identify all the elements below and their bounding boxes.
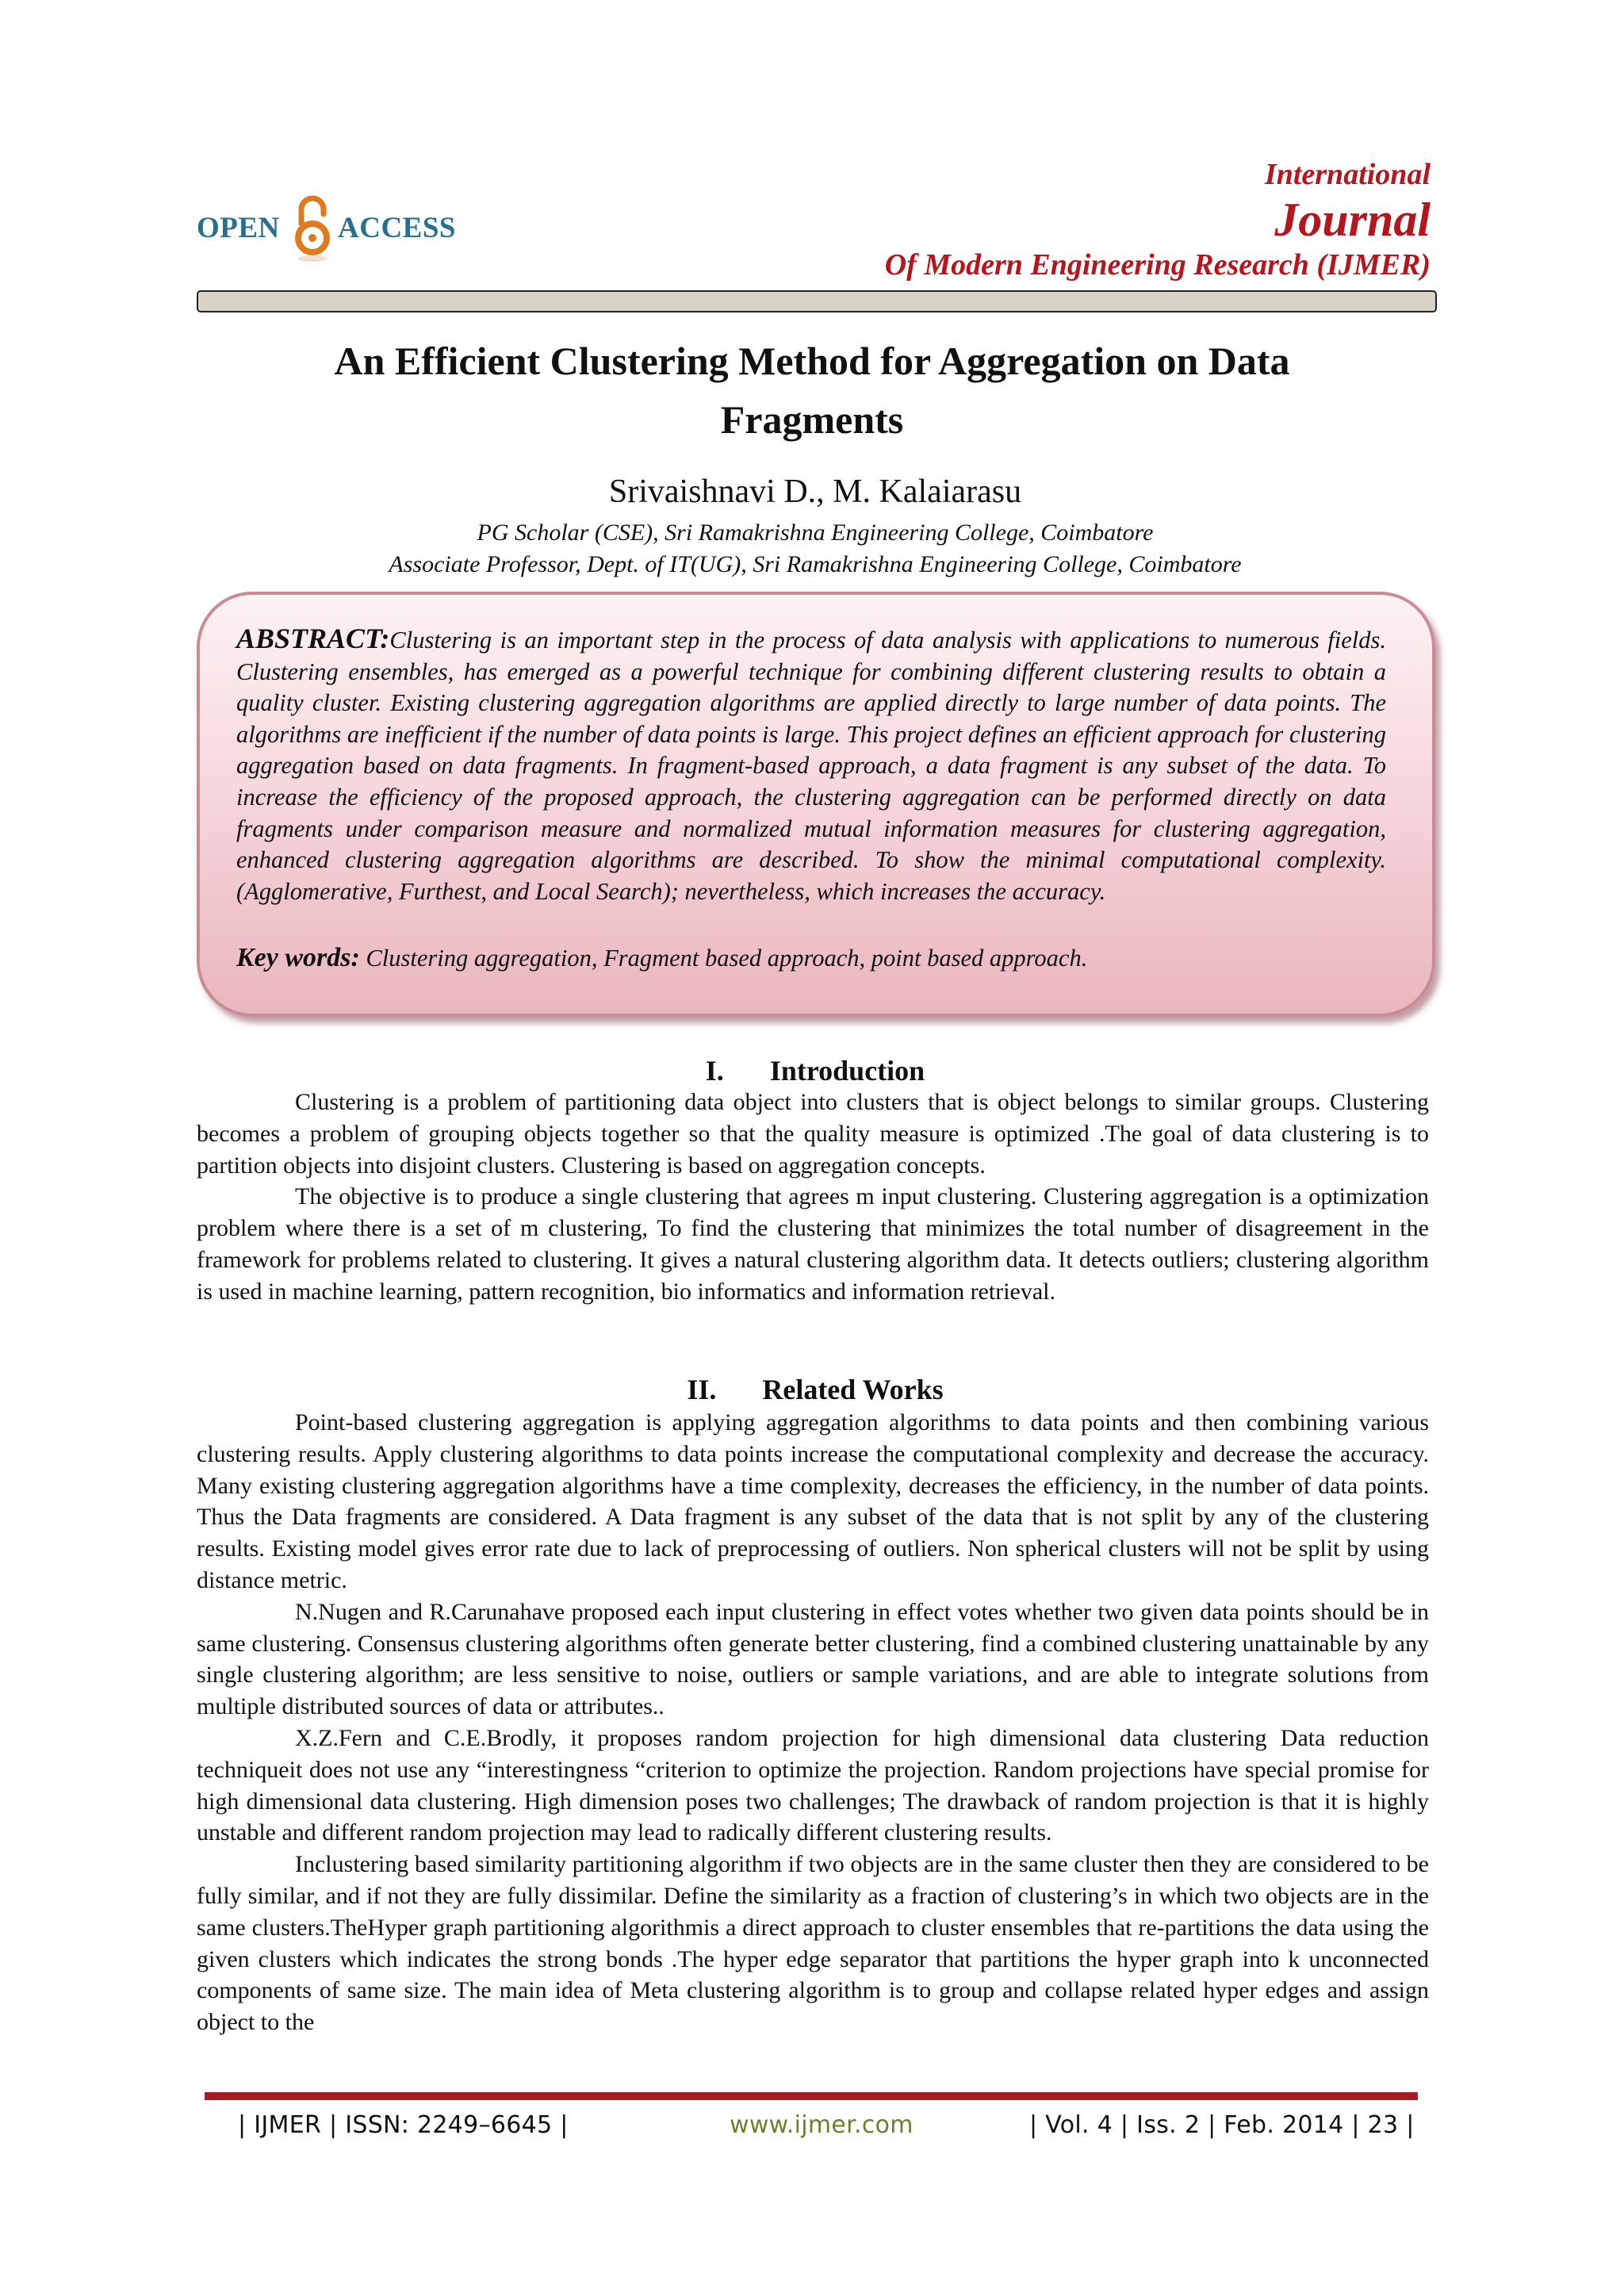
paragraph: The objective is to produce a single clustering that agrees m input clustering. Clustering aggregation is a optimization problem where there is a set of m clustering, To find the clustering that minimizes the total number of disagreement in the framework for problems related to clustering. It gives a natural clustering algorithm data. It detects outliers; clustering algorithm is used in machine learning, pattern recognition, bio informatics and information retrieval. [197,1183,1429,1305]
paper-title: An Efficient Clustering Method for Aggregation on Data Fragments [334,339,1290,442]
paragraph: Inclustering based similarity partitioning algorithm if two objects are in the same cluster then they are considered to be fully similar, and if not they are fully dissimilar. Define the similarity as a fraction of clustering’s in which two objects are in the same clusters.TheHyper graph partitioning algorithmis a direct approach to cluster ensembles that re-partitions the data using the given clusters which indicates the strong bonds .The hyper edge separator that partitions the hyper graph into k unconnected components of same size. The main idea of Meta clustering algorithm is to group and collapse related hyper edges and assign object to the [197,1851,1429,2036]
footer-website-link[interactable]: www.ijmer.com [730,2111,914,2139]
journal-line-2: Journal [1274,194,1431,246]
journal-line-1: International [1264,158,1431,191]
section-heading-introduction [197,1053,1434,1088]
keywords-label: Key words: [236,943,360,972]
journal-name [717,155,1431,284]
section-body-related-works [197,1407,1429,2038]
open-access-logo [197,192,482,265]
footer-rule [205,2092,1418,2100]
section-title: Introduction [769,1055,925,1087]
footer-issn: | IJMER | ISSN: 2249–6645 | [238,2111,569,2139]
paragraph: Point-based clustering aggregation is applying aggregation algorithms to data points and then combining various clustering results. Apply clustering algorithms to data points increase the computational complexity and decrease the accuracy. Many existing clustering aggregation algorithms have a time complexity, decreases the efficiency, in the number of data points. Thus the Data fragments are considered. A Data fragment is any subset of the data that is not split by any of the clustering results. Existing model gives error rate due to lack of preprocessing of outliers. Non spherical clusters will not be split by using distance metric. [197,1409,1429,1593]
keywords [236,942,1386,974]
section-number: II. [687,1374,717,1405]
logo-access-text: ACCESS [338,212,456,244]
open-lock-icon [293,192,331,265]
logo-open-text: OPEN [197,212,280,244]
keywords-body: Clustering aggregation, Fragment based approach, point based approach. [366,945,1088,972]
affiliation-2: Associate Professor, Dept. of IT(UG), Sri Ramakrishna Engineering College, Coimbatore [389,551,1242,577]
section-title: Related Works [762,1374,944,1405]
section-heading-related-works [197,1372,1434,1407]
abstract-label: ABSTRACT: [236,623,390,654]
paragraph: N.Nugen and R.Carunahave proposed each input clustering in effect votes whether two given data points should be in same clustering. Consensus clustering algorithms often generate better clustering, find a combined clustering unattainable by any single clustering algorithm; are less sensitive to noise, outliers or sample variations, and are able to integrate solutions from multiple distributed sources of data or attributes.. [197,1598,1429,1720]
paper-authors: Srivaishnavi D., M. Kalaiarasu [608,473,1022,510]
section-body-introduction [197,1087,1429,1308]
header-divider-bar [197,290,1437,312]
paragraph: X.Z.Fern and C.E.Brodly, it proposes random projection for high dimensional data clustering Data reduction techniqueit does not use any “interestingness “criterion to optimize the projection. Random projections have special promise for high dimensional data clustering. High dimension poses two challenges; The drawback of random projection is that it is highly unstable and different random projection may lead to radically different clustering results. [197,1724,1429,1846]
journal-line-3: Of Modern Engineering Research (IJMER) [884,248,1431,282]
footer-volume-info: | Vol. 4 | Iss. 2 | Feb. 2014 | 23 | [1029,2111,1415,2139]
paragraph: Clustering is a problem of partitioning data object into clusters that is object belongs to similar groups. Clustering becomes a problem of grouping objects together so that the quality measure is optimized .The goal of data clustering is to partition objects into disjoint clusters. Clustering is based on aggregation concepts. [197,1089,1429,1179]
section-number: I. [705,1055,724,1087]
abstract [236,623,1386,907]
abstract-body: Clustering is an important step in the process of data analysis with applications to numerous fields. Clustering ensembles, has emerged as a powerful technique for combining different clustering results to obtain a quality cluster. Existing clustering aggregation algorithms are applied directly to large number of data points. The algorithms are inefficient if the number of data points is large. This project defines an efficient approach for clustering aggregation based on data fragments. In fragment-based approach, a data fragment is any subset of the data. To increase the efficiency of the proposed approach, the clustering aggregation can be performed directly on data fragments under comparison measure and normalized mutual information measures for clustering aggregation, enhanced clustering aggregation algorithms are described. To show the minimal computational complexity. (Agglomerative, Furthest, and Local Search); nevertheless, which increases the accuracy. [236,627,1386,905]
affiliation-1: PG Scholar (CSE), Sri Ramakrishna Engineering College, Coimbatore [477,519,1154,546]
